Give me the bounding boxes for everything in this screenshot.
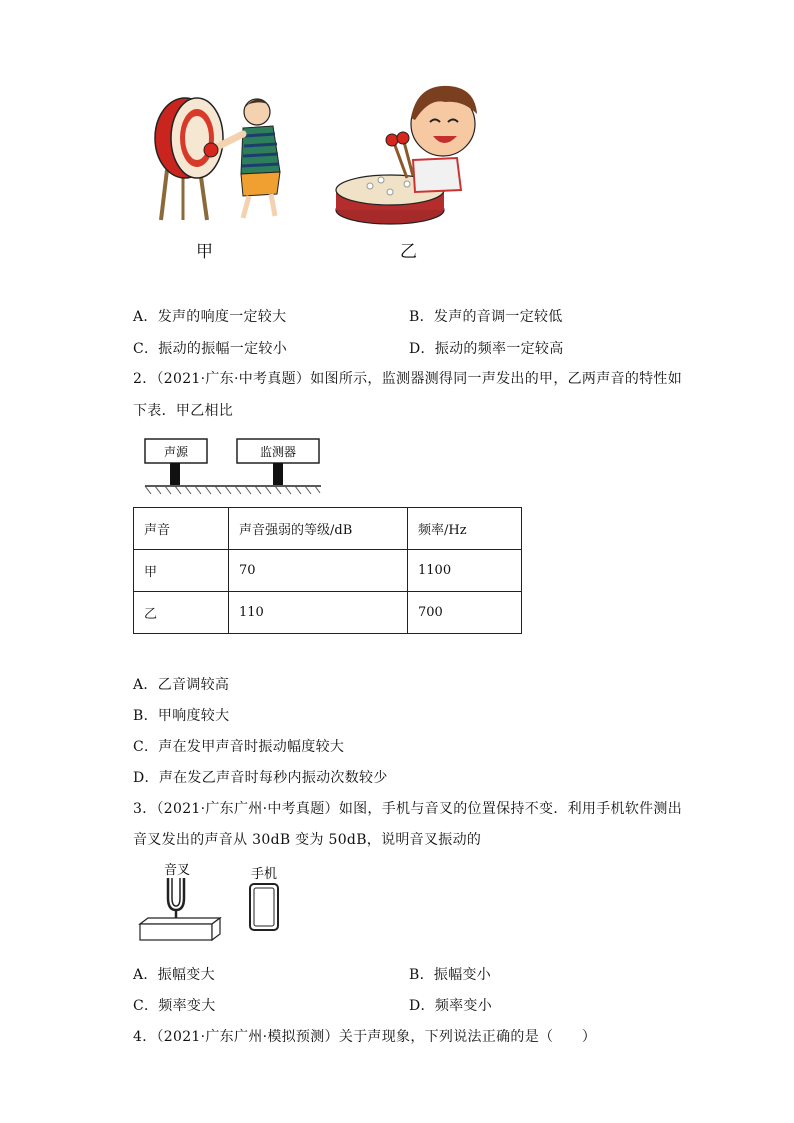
q2-stem-line2: 下表．甲乙相比 xyxy=(133,403,234,419)
phone-icon xyxy=(250,884,278,930)
q2-option-d[interactable]: D．声在发乙声音时每秒内振动次数较少 xyxy=(133,770,388,786)
q3-option-c[interactable]: C．频率变大 xyxy=(133,998,216,1014)
q1-option-b[interactable]: B．发声的音调一定较低 xyxy=(409,309,563,325)
table-cell: 70 xyxy=(229,550,408,592)
q3-stem-line2: 音叉发出的声音从 30dB 变为 50dB，说明音叉振动的 xyxy=(133,832,482,848)
q3-option-a[interactable]: A．振幅变大 xyxy=(133,967,215,983)
q3-option-b[interactable]: B．振幅变小 xyxy=(409,967,492,983)
table-cell: 乙 xyxy=(134,592,229,634)
q3-stem-line1: 3．（2021·广东广州·中考真题）如图，手机与音叉的位置保持不变．利用手机软件测出 xyxy=(133,801,683,817)
q1-option-d[interactable]: D．振动的频率一定较高 xyxy=(409,341,564,357)
big-drum-illustration xyxy=(155,98,223,220)
table-cell: 700 xyxy=(408,592,522,634)
table-row xyxy=(134,592,522,634)
table-header-cell: 声音强弱的等级/dB xyxy=(229,508,408,550)
phone-label: 手机 xyxy=(251,867,278,882)
table-cell: 110 xyxy=(229,592,408,634)
tuning-fork-icon xyxy=(168,878,184,920)
source-label: 声源 xyxy=(163,445,189,459)
wooden-block xyxy=(140,918,220,940)
figure-label-yi: 乙 xyxy=(400,242,417,262)
q4-stem-line1: 4．（2021·广东广州·模拟预测）关于声现象，下列说法正确的是（ ） xyxy=(133,1029,597,1045)
q1-option-c[interactable]: C．振动的振幅一定较小 xyxy=(133,341,288,357)
q3-option-d[interactable]: D．频率变小 xyxy=(409,998,493,1014)
table-header-cell: 频率/Hz xyxy=(408,508,522,550)
q2-diagram xyxy=(143,436,325,498)
table-cell: 甲 xyxy=(134,550,229,592)
table-header-cell: 声音 xyxy=(134,508,229,550)
q2-option-c[interactable]: C．声在发甲声音时振动幅度较大 xyxy=(133,739,345,755)
table-cell: 1100 xyxy=(408,550,522,592)
sound-data-table xyxy=(133,507,522,634)
table-row xyxy=(134,550,522,592)
q3-diagram xyxy=(138,858,288,944)
monitor-label: 监测器 xyxy=(259,445,297,459)
q2-option-a[interactable]: A．乙音调较高 xyxy=(133,677,230,693)
fork-label: 音叉 xyxy=(164,863,191,878)
q2-stem-line1: 2．（2021·广东·中考真题）如图所示，监测器测得同一声发出的甲，乙两声音的特性如 xyxy=(133,371,683,387)
q1-option-a[interactable]: A．发声的响度一定较大 xyxy=(133,309,287,325)
table-header-row xyxy=(134,508,522,550)
q2-option-b[interactable]: B．甲响度较大 xyxy=(133,708,230,724)
figure-label-jia: 甲 xyxy=(196,242,213,262)
